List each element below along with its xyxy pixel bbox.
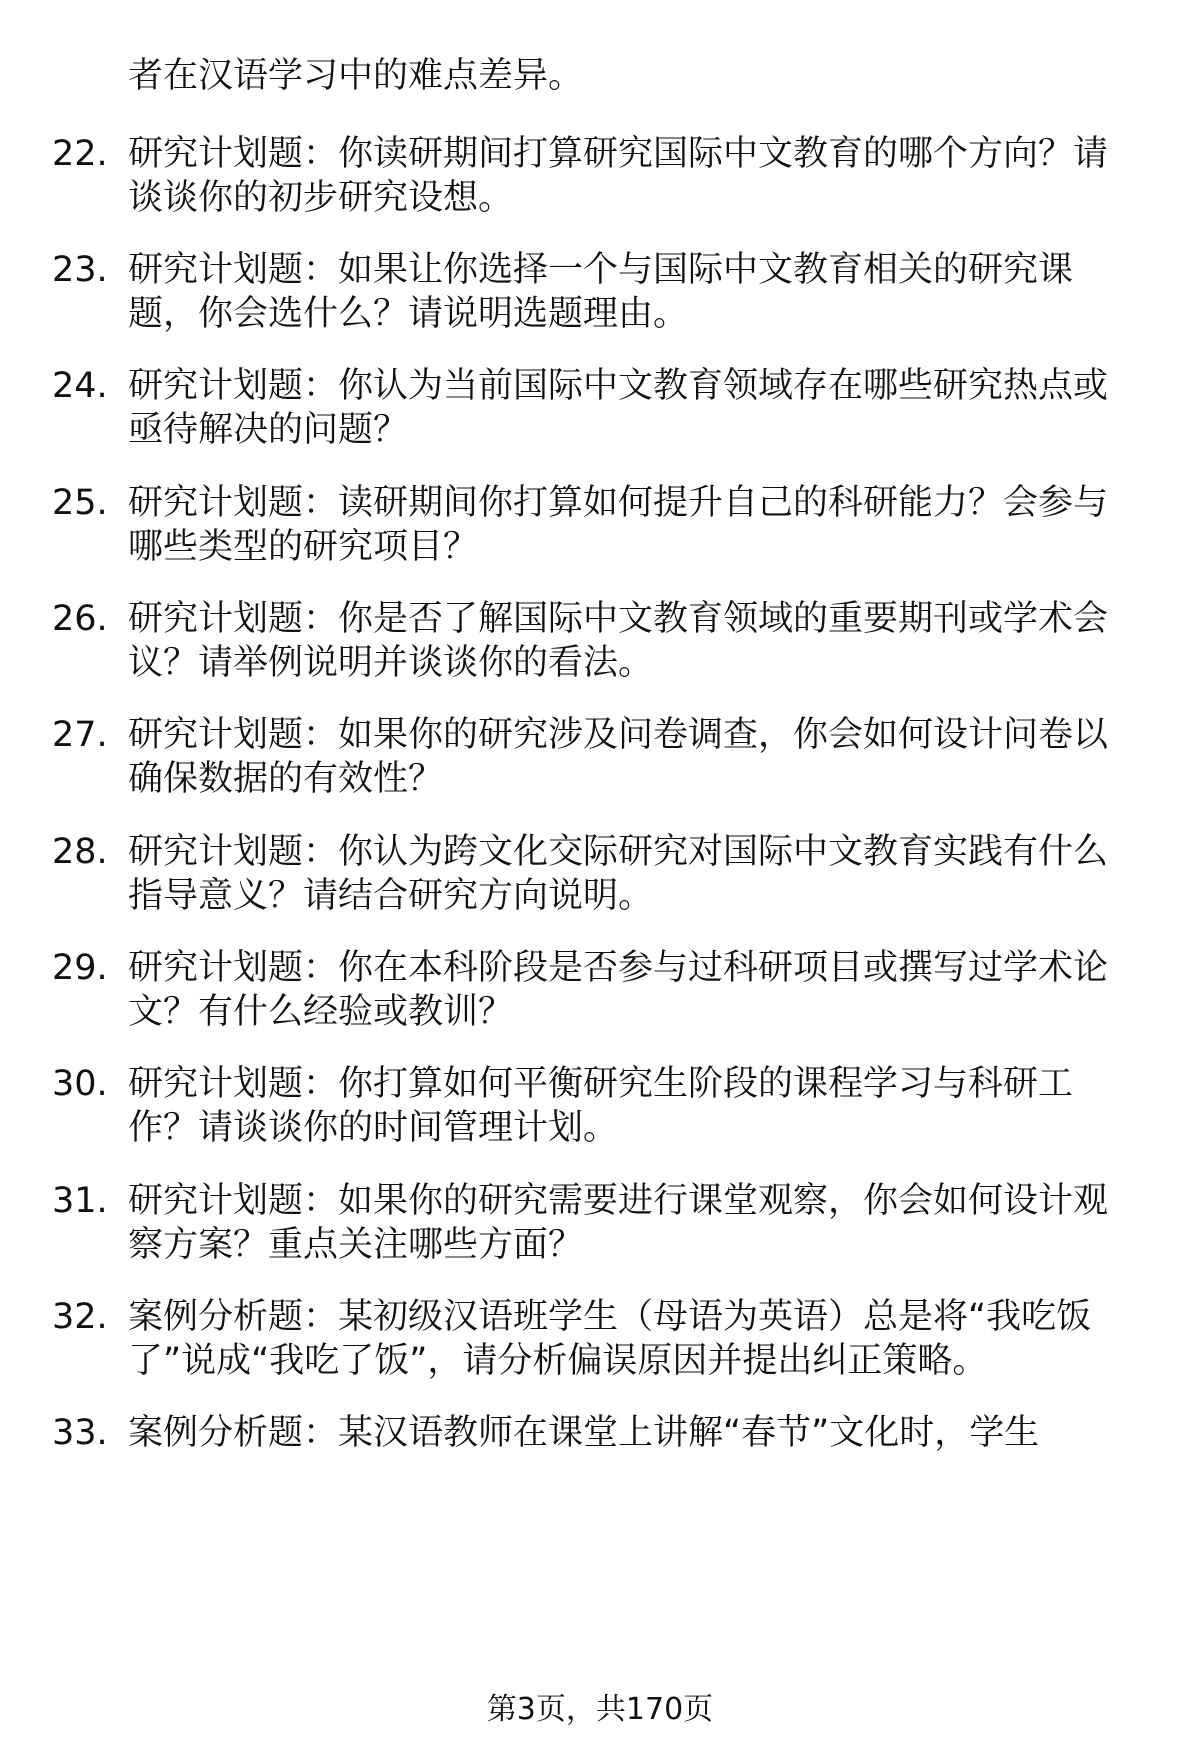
item-29-line1: 研究计划题：你在本科阶段是否参与过科研项目或撰写过学术论 xyxy=(128,948,1109,988)
item-26-line2: 议？请举例说明并谈谈你的看法。 xyxy=(128,643,654,683)
continuation-line: 者在汉语学习中的难点差异。 xyxy=(128,56,584,96)
item-22-line2: 谈谈你的初步研究设想。 xyxy=(128,178,514,218)
item-32-line1: 案例分析题：某初级汉语班学生（母语为英语）总是将“我吃饭 xyxy=(128,1297,1092,1337)
item-32-line2: 了”说成“我吃了饭”，请分析偏误原因并提出纠正策略。 xyxy=(128,1341,988,1381)
item-29-line2: 文？有什么经验或教训？ xyxy=(128,992,514,1032)
item-31-line2: 察方案？重点关注哪些方面？ xyxy=(128,1225,584,1265)
item-24-number: 24. xyxy=(52,366,108,406)
item-31-line1: 研究计划题：如果你的研究需要进行课堂观察，你会如何设计观 xyxy=(128,1181,1109,1221)
item-31-number: 31. xyxy=(52,1181,108,1221)
item-30-line2: 作？请谈谈你的时间管理计划。 xyxy=(128,1108,619,1148)
item-28-line1: 研究计划题：你认为跨文化交际研究对国际中文教育实践有什么 xyxy=(128,832,1109,872)
item-27-line1: 研究计划题：如果你的研究涉及问卷调查，你会如何设计问卷以 xyxy=(128,715,1109,755)
page-footer: 第3页，共170页 xyxy=(486,1692,714,1727)
item-32-number: 32. xyxy=(52,1297,108,1337)
item-33-number: 33. xyxy=(52,1413,108,1453)
item-24-line1: 研究计划题：你认为当前国际中文教育领域存在哪些研究热点或 xyxy=(128,366,1109,406)
item-26-line1: 研究计划题：你是否了解国际中文教育领域的重要期刊或学术会 xyxy=(128,599,1109,639)
item-25-number: 25. xyxy=(52,483,108,523)
item-22-number: 22. xyxy=(52,134,108,174)
item-25-line2: 哪些类型的研究项目？ xyxy=(128,527,479,567)
item-27-number: 27. xyxy=(52,715,108,755)
item-23-line2: 题，你会选什么？请说明选题理由。 xyxy=(128,294,689,334)
item-30-line1: 研究计划题：你打算如何平衡研究生阶段的课程学习与科研工 xyxy=(128,1064,1074,1104)
item-24-line2: 亟待解决的问题？ xyxy=(128,410,409,450)
item-27-line2: 确保数据的有效性？ xyxy=(128,759,444,799)
item-29-number: 29. xyxy=(52,948,108,988)
item-26-number: 26. xyxy=(52,599,108,639)
item-30-number: 30. xyxy=(52,1064,108,1104)
item-28-number: 28. xyxy=(52,832,108,872)
item-33-line1: 案例分析题：某汉语教师在课堂上讲解“春节”文化时，学生 xyxy=(128,1413,1040,1453)
item-28-line2: 指导意义？请结合研究方向说明。 xyxy=(128,876,654,916)
item-25-line1: 研究计划题：读研期间你打算如何提升自己的科研能力？会参与 xyxy=(128,483,1109,523)
item-23-number: 23. xyxy=(52,250,108,290)
item-23-line1: 研究计划题：如果让你选择一个与国际中文教育相关的研究课 xyxy=(128,250,1074,290)
item-22-line1: 研究计划题：你读研期间打算研究国际中文教育的哪个方向？请 xyxy=(128,134,1109,174)
